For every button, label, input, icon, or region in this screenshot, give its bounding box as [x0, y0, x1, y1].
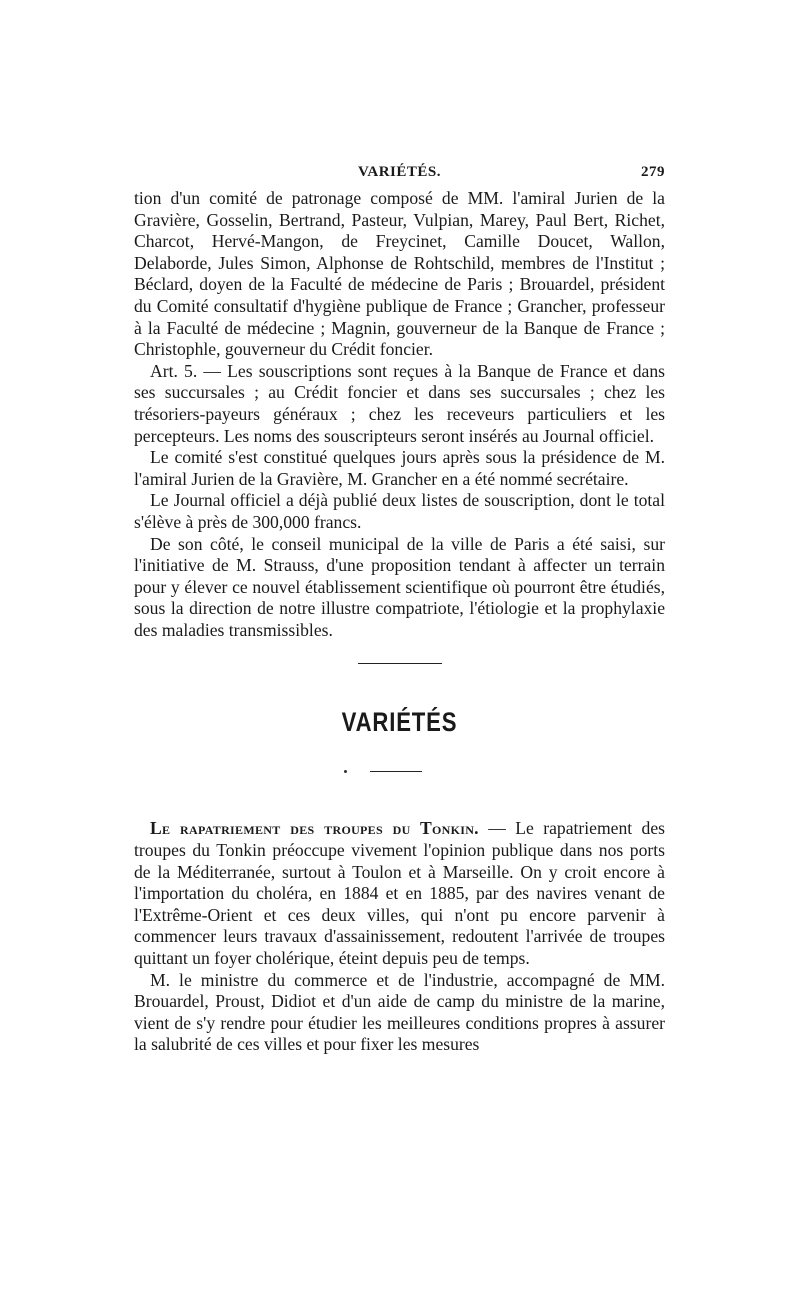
paragraph-subscription-lists: Le Journal officiel a déjà publié deux listes de souscription, dont le total s'élève à près de 300,000 francs.	[134, 490, 665, 532]
ornament-dot	[344, 770, 347, 773]
title-underline	[134, 768, 665, 778]
title-underline-rule	[370, 771, 422, 772]
page-number: 279	[641, 164, 665, 180]
continuation-text	[134, 188, 665, 641]
running-head-title: VARIÉTÉS.	[357, 164, 441, 180]
paragraph-committee: tion d'un comité de patronage composé de MM. l'amiral Jurien de la Gravière, Gosselin, Bertrand, Pasteur, Vulpian, Marey, Paul Bert, Richet, Charcot, Hervé-Mangon, de Freycinet, Camille Doucet, Wallon, Delaborde, Jules Simon, Alphonse de Rohtschild, membres de l'Institut ; Béclard, doyen de la Faculté de médecine de Paris ; Brouardel, président du Comité consultatif d'hygiène publique de France ; Grancher, professeur à la Faculté de médecine ; Magnin, gouverneur de la Banque de France ; Christophle, gouverneur du Crédit foncier.	[134, 188, 665, 360]
book-page	[134, 164, 665, 1056]
section-divider-rule	[358, 663, 442, 664]
article-tonkin	[134, 818, 665, 1056]
article-paragraph-1	[134, 818, 665, 969]
article-paragraph-1-text: — Le rapatriement des troupes du Tonkin préoccupe vivement l'opinion publique dans nos ports de la Méditerranée, surtout à Toulon et à Marseille. On y croit encore à l'importation du choléra, en 1884 et en 1885, par des navires venant de l'Extrême-Orient et ces deux villes, qui n'ont pu encore parvenir à commencer leurs travaux d'assainissement, redoutent l'arrivée de troupes quittant un foyer cholérique, éteint depuis peu de temps.	[134, 818, 665, 969]
article-heading: Le rapatriement des troupes du Tonkin.	[150, 818, 479, 839]
paragraph-municipal-council: De son côté, le conseil municipal de la ville de Paris a été saisi, sur l'initiative de M. Strauss, d'une proposition tendant à affecter un terrain pour y élever ce nouvel établissement scientifique où pourront être étudiés, sous la direction de notre illustre compatriote, l'étiologie et la prophylaxie des maladies transmissibles.	[134, 533, 665, 640]
section-title: VARIÉTÉS	[341, 707, 458, 738]
paragraph-article-5: Art. 5. — Les souscriptions sont reçues à la Banque de France et dans ses succursales ; au Crédit foncier et dans ses succursales ; chez les trésoriers-payeurs généraux ; chez les receveurs particuliers et les percepteurs. Les noms des souscripteurs seront insérés au Journal officiel.	[134, 360, 665, 446]
paragraph-committee-constituted: Le comité s'est constitué quelques jours après sous la présidence de M. l'amiral Jurien de la Gravière, M. Grancher en a été nommé secrétaire.	[134, 447, 665, 489]
running-head	[134, 164, 665, 188]
article-paragraph-2: M. le ministre du commerce et de l'industrie, accompagné de MM. Brouardel, Proust, Didiot et d'un aide de camp du ministre de la marine, vient de s'y rendre pour étudier les meilleures conditions propres à assurer la salubrité de ces villes et pour fixer les mesures	[134, 969, 665, 1055]
